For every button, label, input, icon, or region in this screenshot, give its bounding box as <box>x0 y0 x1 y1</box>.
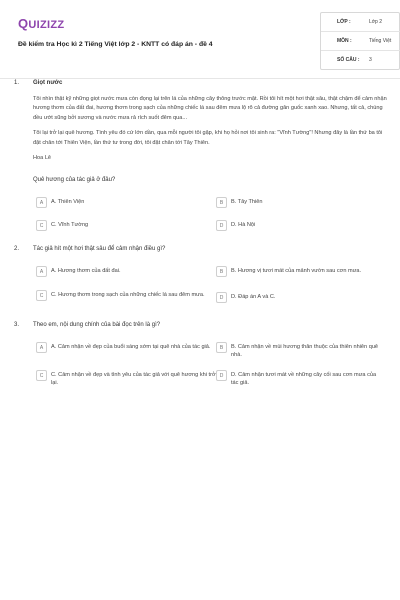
reading-passage <box>33 95 389 163</box>
option-letter-box: B <box>216 197 227 208</box>
passage-heading: Giọt nước <box>33 80 63 86</box>
option-text: D. Cảm nhận tươi mát về những cây cối sau cơn mưa của tác giả. <box>231 372 377 386</box>
option-text: B. Tây Thiên <box>231 199 263 205</box>
answer-option[interactable] <box>216 341 381 363</box>
answer-option[interactable] <box>36 341 216 363</box>
passage-paragraph: Tôi lại trở lại quê hương. Tình yêu đó cứ lớn dần, qua mỗi người tôi gặp, khi họ hỏi nơi tôi sinh ra: "Vĩnh Tường"! Nhưng đây là lần thứ ba tôi đặt chân tới Thiên Viện, lần thứ tư trong đời, tôi đặt chân tới Tây Thiên. <box>33 130 383 146</box>
option-letter-box: D <box>216 292 227 303</box>
option-letter-box: D <box>216 220 227 231</box>
option-letter-box: C <box>36 370 47 381</box>
meta-value: 3 <box>369 57 372 63</box>
question-number: 3. <box>14 322 20 328</box>
option-text: A. Hương thơm của đất đai. <box>51 268 121 274</box>
option-text: A. Thiên Viện <box>51 199 85 205</box>
meta-key: LỚP : <box>337 19 351 25</box>
option-text: D. Đáp án A và C. <box>231 294 276 300</box>
option-letter-box: C <box>36 290 47 301</box>
answer-option[interactable] <box>36 219 181 235</box>
option-letter-box: C <box>36 220 47 231</box>
option-letter-box: A <box>36 197 47 208</box>
meta-value: Lớp 2 <box>369 19 383 25</box>
answer-option[interactable] <box>216 265 400 281</box>
header-divider <box>0 78 400 79</box>
answer-option[interactable] <box>216 219 361 235</box>
option-letter-box: A <box>36 266 47 277</box>
question-number: 2. <box>14 246 20 252</box>
meta-row-grade <box>321 13 400 32</box>
answer-option[interactable] <box>216 196 361 212</box>
document-title: Đề kiểm tra Học kì 2 Tiếng Việt lớp 2 - KNTT có đáp án - đề 4 <box>18 41 213 48</box>
meta-key: SỐ CÂU : <box>337 57 360 63</box>
option-letter-box: B <box>216 266 227 277</box>
meta-info-box <box>320 12 400 70</box>
option-text: C. Cảm nhận về đẹp và tình yêu của tác giả với quê hương khi trở lại. <box>51 372 216 386</box>
option-letter-box: A <box>36 342 47 353</box>
answer-option[interactable] <box>216 369 381 391</box>
option-text: D. Hà Nội <box>231 222 256 228</box>
passage-paragraph: Tôi nhìn thật kỹ những giọt nước mưa còn đọng lại trên lá của những cây thông trước mặt. Rồi tôi hít một hơi thật sâu, thật chậm để cảm nhận hương thơm của đất đai, hương thơm trong sạch của những chiếc lá sau đêm mưa lộ rõ cả đường gân guốc xanh xao. Nhưng, tất cả, chúng đều ướt sũng bởi sương và nước mưa rả rích suốt đêm qua... <box>33 96 387 121</box>
passage-author: Hoa Lê <box>33 155 52 162</box>
option-text: C. Hương thơm trong sạch của những chiếc lá sau đêm mưa. <box>51 292 205 298</box>
meta-row-count <box>321 51 400 70</box>
meta-row-subject <box>321 32 400 51</box>
option-text: B. Cảm nhận về mùi hương thân thuộc của thiên nhiên quê nhà. <box>231 344 379 358</box>
option-text: C. Vĩnh Tường <box>51 222 89 228</box>
option-letter-box: B <box>216 342 227 353</box>
option-text: B. Hương vị tươi mát của mảnh vườn sau cơn mưa. <box>231 268 362 274</box>
answer-option[interactable] <box>36 369 216 391</box>
question-text: Quê hương của tác giả ở đâu? <box>33 177 116 183</box>
answer-option[interactable] <box>36 196 181 212</box>
worksheet-header <box>14 12 392 74</box>
option-text: A. Cảm nhận về đẹp của buổi sáng sớm tại quê nhà của tác giả. <box>51 344 211 350</box>
answer-option[interactable] <box>36 289 216 311</box>
question-text: Tác giả hít một hơi thật sâu để cảm nhận điều gì? <box>33 246 166 252</box>
option-letter-box: D <box>216 370 227 381</box>
quizizz-logo: QUIZIZZ <box>18 16 65 31</box>
answer-option[interactable] <box>216 291 361 307</box>
question-text: Theo em, nội dung chính của bài đọc trên là gì? <box>33 322 161 328</box>
meta-value: Tiếng Việt <box>369 38 392 44</box>
question-number: 1. <box>14 80 20 86</box>
meta-key: MÔN : <box>337 38 352 44</box>
answer-option[interactable] <box>36 265 181 281</box>
